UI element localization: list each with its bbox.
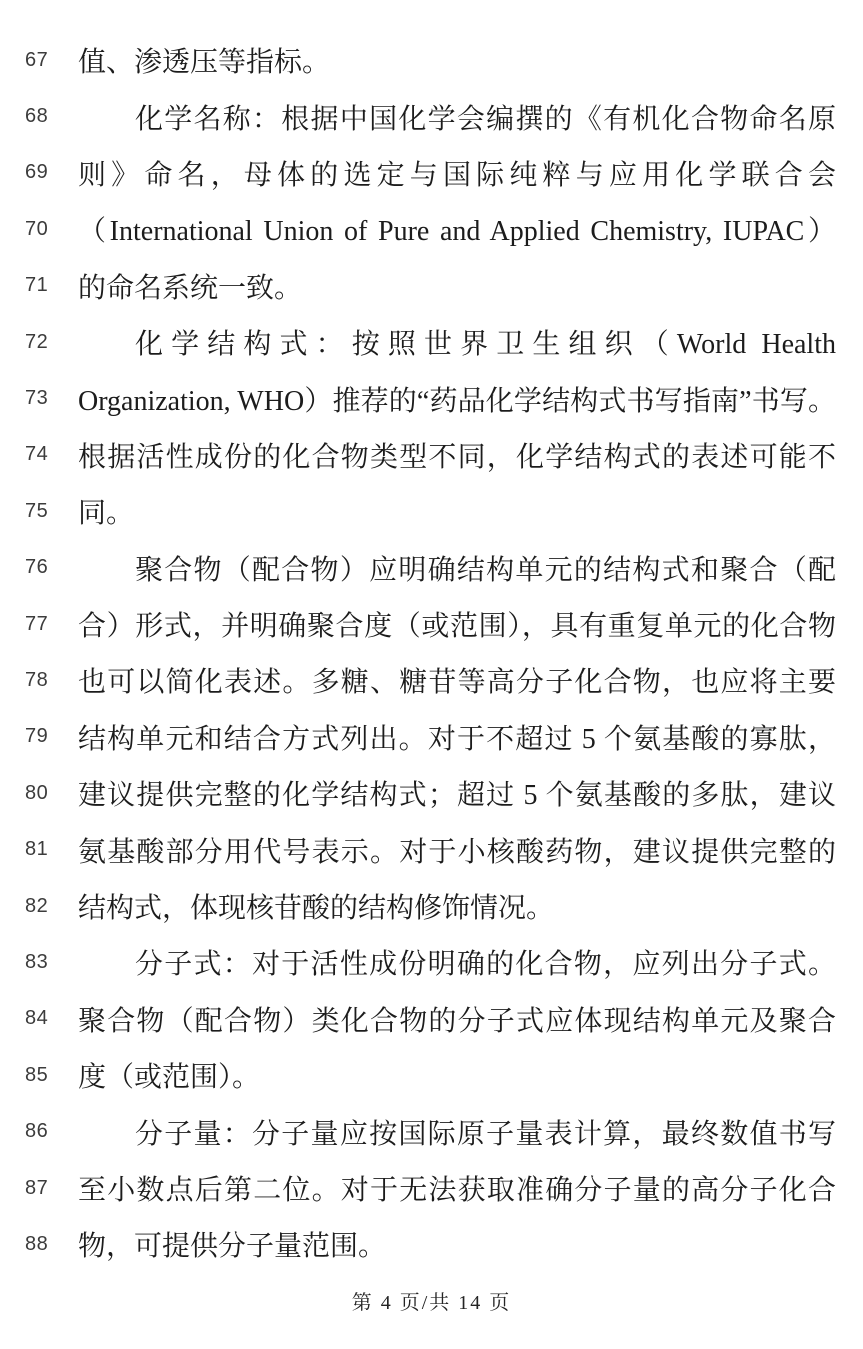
line-text: 的命名系统一致。 (78, 272, 303, 304)
document-line (0, 540, 863, 596)
line-text: 也可以简化表述。多糖、糖苷等高分子化合物，也应将主要 (78, 667, 836, 699)
document-line (0, 652, 863, 708)
line-number: 79 (25, 725, 49, 748)
document-line (0, 1160, 863, 1216)
line-number: 76 (25, 556, 49, 579)
line-number: 84 (25, 1007, 49, 1030)
line-text: 建议提供完整的化学结构式；超过 5 个氨基酸的多肽，建议 (78, 780, 836, 812)
page-footer (0, 1273, 863, 1329)
line-text: 值、渗透压等指标。 (78, 47, 331, 79)
document-line (0, 878, 863, 934)
document-line (0, 1216, 863, 1272)
line-number: 80 (25, 781, 49, 804)
line-text: 结构单元和结合方式列出。对于不超过 5 个氨基酸的寡肽， (78, 723, 836, 755)
document-line (0, 258, 863, 314)
line-number: 73 (25, 387, 49, 410)
line-text: （International Union of Pure and Applied Chemistry, IUPAC） (78, 216, 836, 248)
document-line (0, 314, 863, 370)
document-line (0, 1047, 863, 1103)
line-number: 69 (25, 161, 49, 184)
line-text: 聚合物（配合物）类化合物的分子式应体现结构单元及聚合 (78, 1005, 836, 1037)
line-text: 氨基酸部分用代号表示。对于小核酸药物，建议提供完整的 (78, 836, 836, 868)
document-line (0, 201, 863, 257)
line-number: 78 (25, 668, 49, 691)
document-line (0, 991, 863, 1047)
document-line (0, 88, 863, 144)
line-number: 70 (25, 217, 49, 240)
line-text: 聚合物（配合物）应明确结构单元的结构式和聚合（配 (135, 554, 836, 586)
line-text: Organization, WHO）推荐的“药品化学结构式书写指南”书写。 (78, 385, 836, 417)
document-line (0, 32, 863, 88)
line-number: 75 (25, 499, 49, 522)
line-text: 化学结构式：按照世界卫生组织（World Health (135, 329, 836, 361)
document-line (0, 821, 863, 877)
line-text: 同。 (78, 498, 135, 530)
line-number: 85 (25, 1063, 49, 1086)
line-text: 合）形式，并明确聚合度（或范围），具有重复单元的化合物 (78, 611, 836, 643)
line-text: 分子量：分子量应按国际原子量表计算，最终数值书写 (135, 1118, 836, 1150)
line-text: 物，可提供分子量范围。 (78, 1231, 387, 1263)
document-line (0, 934, 863, 990)
line-number: 86 (25, 1120, 49, 1143)
document-line (0, 765, 863, 821)
line-number: 83 (25, 950, 49, 973)
document-line (0, 427, 863, 483)
document-line (0, 709, 863, 765)
line-number: 77 (25, 612, 49, 635)
line-number: 87 (25, 1176, 49, 1199)
line-number: 67 (25, 48, 49, 71)
line-text: 结构式，体现核苷酸的结构修饰情况。 (78, 893, 555, 925)
line-number: 72 (25, 330, 49, 353)
document-line (0, 596, 863, 652)
line-text: 至小数点后第二位。对于无法获取准确分子量的高分子化合 (78, 1175, 836, 1206)
document-line (0, 483, 863, 539)
line-text: 度（或范围）。 (78, 1062, 261, 1094)
line-text: 化学名称：根据中国化学会编撰的《有机化合物命名原 (135, 103, 836, 135)
line-number: 71 (25, 274, 49, 297)
line-text: 根据活性成份的化合物类型不同，化学结构式的表述可能不 (78, 441, 836, 473)
line-text: 则》命名，母体的选定与国际纯粹与应用化学联合会 (78, 159, 836, 191)
page-number-text: 第 4 页/共 14 页 (351, 1292, 512, 1315)
line-number: 82 (25, 894, 49, 917)
line-number: 88 (25, 1232, 49, 1255)
document-line (0, 370, 863, 426)
line-text: 分子式：对于活性成份明确的化合物，应列出分子式。 (135, 949, 836, 981)
line-number: 81 (25, 838, 49, 861)
document-line (0, 145, 863, 201)
line-number: 74 (25, 443, 49, 466)
line-number: 68 (25, 105, 49, 128)
document-line (0, 1103, 863, 1159)
